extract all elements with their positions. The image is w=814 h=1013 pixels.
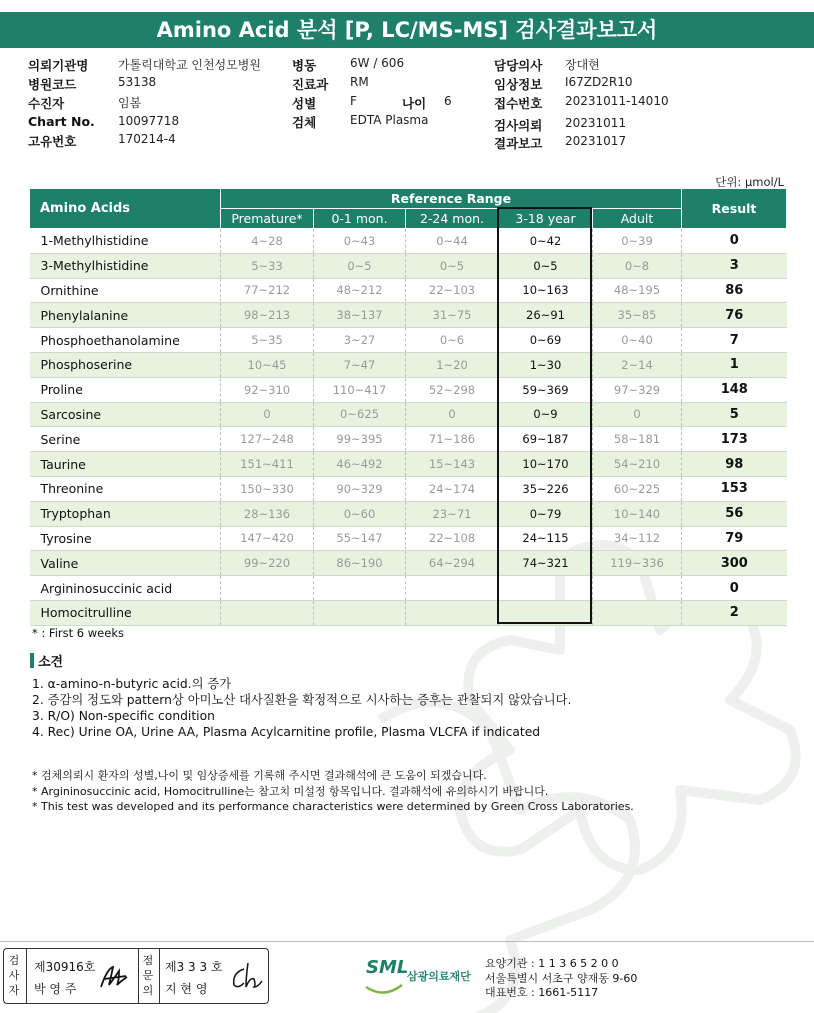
reference-range-cell [221, 600, 314, 625]
inspector-label [7, 953, 21, 998]
report-title: Amino Acid 분석 [P, LC/MS-MS] 검사결과보고서 [0, 12, 814, 48]
reference-range-cell: 119~336 [593, 551, 682, 576]
result-cell: 79 [682, 526, 787, 551]
reference-range-cell: 5~35 [221, 328, 314, 353]
info-value: EDTA Plasma [350, 113, 429, 127]
reference-range-cell: 1~30 [499, 352, 593, 377]
table-row [30, 526, 787, 551]
info-label: 결과보고 [494, 136, 543, 151]
table-row [30, 551, 787, 576]
amino-acid-name: Tryptophan [30, 501, 221, 526]
info-value: 20231017 [565, 134, 627, 148]
info-value: 가톨릭대학교 인천성모병원 [118, 58, 261, 72]
info-label: 담당의사 [494, 58, 543, 73]
reference-range-cell: 151~411 [221, 452, 314, 477]
result-cell: 148 [682, 377, 787, 402]
result-cell: 153 [682, 476, 787, 501]
amino-acid-name: Argininosuccinic acid [30, 576, 221, 601]
table-row [30, 328, 787, 353]
reference-range-cell: 98~213 [221, 303, 314, 328]
reference-range-cell: 110~417 [314, 377, 406, 402]
info-label: 수진자 [28, 96, 65, 111]
reference-range-cell: 48~212 [314, 278, 406, 303]
amino-acid-name: Sarcosine [30, 402, 221, 427]
amino-acid-name: Phenylalanine [30, 303, 221, 328]
note-item: * 검체의뢰시 환자의 성별,나이 및 임상증세를 기록해 주시면 결과해석에 큰 도움이 되겠습니다. [32, 769, 487, 782]
reference-range-cell: 127~248 [221, 427, 314, 452]
reference-range-cell: 0~42 [499, 229, 593, 254]
info-value: 장대현 [565, 58, 600, 72]
reference-range-cell: 10~45 [221, 352, 314, 377]
info-value: F [350, 94, 357, 108]
reviewer-label-char: 점 [142, 954, 154, 967]
reference-range-cell: 0~60 [314, 501, 406, 526]
amino-acid-name: Tyrosine [30, 526, 221, 551]
result-cell: 7 [682, 328, 787, 353]
amino-acid-name: Homocitrulline [30, 600, 221, 625]
info-value: 20231011 [565, 116, 627, 130]
reviewer-name: 지 현 영 [165, 982, 208, 996]
reference-range-cell: 147~420 [221, 526, 314, 551]
reference-range-cell: 59~369 [499, 377, 593, 402]
reference-range-cell: 77~212 [221, 278, 314, 303]
header-result: Result [682, 189, 787, 229]
reference-range-cell: 22~103 [406, 278, 499, 303]
info-label: Chart No. [28, 114, 95, 129]
opinion-item: 4. Rec) Urine OA, Urine AA, Plasma Acylcarnitine profile, Plasma VLCFA if indicated [32, 725, 541, 739]
contact-line: 요양기관 : 1 1 3 6 5 2 0 0 [485, 957, 619, 970]
reference-range-cell: 52~298 [406, 377, 499, 402]
reference-range-cell: 24~115 [499, 526, 593, 551]
reference-range-cell: 150~330 [221, 476, 314, 501]
result-cell: 1 [682, 352, 787, 377]
result-cell: 3 [682, 253, 787, 278]
table-row [30, 377, 787, 402]
reference-range-cell: 4~28 [221, 229, 314, 254]
reference-range-cell: 24~174 [406, 476, 499, 501]
info-label: 성별 [292, 96, 317, 111]
reference-range-cell [314, 600, 406, 625]
reviewer-label-char: 의 [142, 984, 154, 997]
age-label: 나이 [402, 96, 427, 111]
reference-range-cell [499, 600, 593, 625]
reference-range-cell: 10~170 [499, 452, 593, 477]
notes-list [32, 768, 634, 815]
reference-range-cell: 0~8 [593, 253, 682, 278]
reference-range-cell: 0~69 [499, 328, 593, 353]
table-row [30, 352, 787, 377]
reference-range-cell: 69~187 [499, 427, 593, 452]
inspector-label-char: 검 [8, 954, 20, 967]
reference-range-cell: 55~147 [314, 526, 406, 551]
contact-line: 대표번호 : 1661-5117 [485, 986, 599, 999]
patient-info [28, 56, 808, 152]
signature-box [3, 948, 269, 1004]
info-value: 6W / 606 [350, 56, 405, 70]
reference-range-cell: 58~181 [593, 427, 682, 452]
reference-range-cell: 0~79 [499, 501, 593, 526]
reference-range-cell: 99~395 [314, 427, 406, 452]
reference-range-cell: 0~6 [406, 328, 499, 353]
reference-range-cell: 0~625 [314, 402, 406, 427]
table-row [30, 600, 787, 625]
reference-range-cell: 0 [406, 402, 499, 427]
reference-range-cell: 64~294 [406, 551, 499, 576]
header-range-0: Premature* [221, 209, 314, 229]
amino-acid-name: Phosphoethanolamine [30, 328, 221, 353]
amino-acid-name: Taurine [30, 452, 221, 477]
note-item: * This test was developed and its performance characteristics were determined by Green Cross Laboratories. [32, 800, 634, 814]
reference-range-cell: 0~44 [406, 229, 499, 254]
reference-range-cell: 10~140 [593, 501, 682, 526]
reference-range-cell: 5~33 [221, 253, 314, 278]
reference-range-cell [593, 600, 682, 625]
table-row [30, 476, 787, 501]
reviewer-signature-icon [228, 961, 266, 993]
inspector-name: 박 영 주 [34, 982, 77, 996]
unit-label: 단위: μmol/L [715, 175, 784, 189]
info-value: I67ZD2R10 [565, 75, 633, 89]
reference-range-cell [406, 576, 499, 601]
reference-range-cell: 22~108 [406, 526, 499, 551]
amino-acid-name: Ornithine [30, 278, 221, 303]
info-label: 검체 [292, 115, 317, 130]
reference-range-cell: 38~137 [314, 303, 406, 328]
reference-range-cell: 0 [593, 402, 682, 427]
info-label: 고유번호 [28, 134, 77, 149]
reference-range-cell: 15~143 [406, 452, 499, 477]
reference-range-cell: 35~226 [499, 476, 593, 501]
info-value: RM [350, 75, 369, 89]
header-range-3: 3-18 year [499, 209, 593, 229]
amino-acid-name: Proline [30, 377, 221, 402]
divider [138, 949, 139, 1003]
header-range-4: Adult [593, 209, 682, 229]
result-cell: 5 [682, 402, 787, 427]
reference-range-cell: 26~91 [499, 303, 593, 328]
reference-range-cell: 46~492 [314, 452, 406, 477]
contact-line: 서울특별시 서초구 양재동 9-60 [485, 971, 638, 985]
reference-range-cell: 1~20 [406, 352, 499, 377]
reference-range-cell: 0~5 [499, 253, 593, 278]
note-item: * Argininosuccinic acid, Homocitrulline는 참고치 미설정 항목입니다. 결과해석에 유의하시기 바랍니다. [32, 784, 549, 798]
table-row [30, 278, 787, 303]
info-value: 20231011-14010 [565, 94, 669, 108]
reference-range-cell: 74~321 [499, 551, 593, 576]
result-cell: 98 [682, 452, 787, 477]
opinion-list [32, 676, 571, 740]
divider [26, 949, 27, 1003]
info-value: 53138 [118, 75, 157, 89]
reference-range-cell: 99~220 [221, 551, 314, 576]
reference-range-cell: 97~329 [593, 377, 682, 402]
reference-range-cell [593, 576, 682, 601]
header-amino-acids: Amino Acids [30, 189, 221, 229]
reference-range-cell: 0 [221, 402, 314, 427]
opinion-title: 소견 [38, 655, 64, 670]
reference-range-cell [499, 576, 593, 601]
reference-range-cell [314, 576, 406, 601]
result-cell: 173 [682, 427, 787, 452]
amino-acid-table [29, 188, 787, 626]
result-cell: 56 [682, 501, 787, 526]
reviewer-label-char: 문 [142, 969, 154, 982]
reference-range-cell [406, 600, 499, 625]
footer-divider [0, 941, 814, 942]
opinion-item: 3. R/O) Non-specific condition [32, 709, 215, 723]
footnote: * : First 6 weeks [32, 626, 124, 640]
info-label: 병원코드 [28, 77, 77, 92]
table-row [30, 501, 787, 526]
table-row [30, 253, 787, 278]
reference-range-cell: 10~163 [499, 278, 593, 303]
inspector-label-char: 사 [8, 969, 20, 982]
result-cell: 86 [682, 278, 787, 303]
reference-range-cell: 60~225 [593, 476, 682, 501]
amino-acid-name: 1-Methylhistidine [30, 229, 221, 254]
result-cell: 300 [682, 551, 787, 576]
amino-acid-name: 3-Methylhistidine [30, 253, 221, 278]
reference-range-cell: 71~186 [406, 427, 499, 452]
amino-acid-name: Serine [30, 427, 221, 452]
reference-range-cell: 0~43 [314, 229, 406, 254]
divider [159, 949, 160, 1003]
reference-range-cell: 86~190 [314, 551, 406, 576]
inspector-signature-icon [98, 963, 134, 993]
reference-range-cell [221, 576, 314, 601]
reference-range-cell: 92~310 [221, 377, 314, 402]
reference-range-cell: 0~9 [499, 402, 593, 427]
table-row [30, 303, 787, 328]
table-row [30, 452, 787, 477]
info-value: 임봄 [118, 96, 142, 110]
info-label: 임상정보 [494, 77, 543, 92]
reference-range-cell: 34~112 [593, 526, 682, 551]
contact-info [485, 957, 637, 1001]
opinion-item: 1. α-amino-n-butyric acid.의 증가 [32, 677, 232, 691]
age-value: 6 [444, 94, 452, 108]
info-label: 병동 [292, 58, 317, 73]
result-cell: 0 [682, 576, 787, 601]
logo-mark: SML [366, 957, 409, 978]
info-label: 의뢰기관명 [28, 58, 89, 73]
reference-range-cell: 0~40 [593, 328, 682, 353]
header-reference-range: Reference Range [221, 189, 682, 209]
reference-range-cell: 28~136 [221, 501, 314, 526]
inspector-label-char: 자 [8, 984, 20, 997]
inspector-number: 제30916호 [34, 960, 96, 974]
reference-range-cell: 23~71 [406, 501, 499, 526]
reference-range-cell: 2~14 [593, 352, 682, 377]
reference-range-cell: 7~47 [314, 352, 406, 377]
reference-range-cell: 90~329 [314, 476, 406, 501]
reference-range-cell: 31~75 [406, 303, 499, 328]
amino-acid-name: Phosphoserine [30, 352, 221, 377]
opinion-item: 2. 증감의 정도와 pattern상 아미노산 대사질환을 확정적으로 시사하는 증후는 관찰되지 않았습니다. [32, 693, 572, 707]
reference-range-cell: 3~27 [314, 328, 406, 353]
info-label: 접수번호 [494, 96, 543, 111]
reference-range-cell: 48~195 [593, 278, 682, 303]
result-cell: 76 [682, 303, 787, 328]
table-row [30, 427, 787, 452]
reference-range-cell: 0~39 [593, 229, 682, 254]
table-row [30, 402, 787, 427]
table-row [30, 576, 787, 601]
reference-range-cell: 54~210 [593, 452, 682, 477]
opinion-heading [30, 651, 63, 670]
result-cell: 0 [682, 229, 787, 254]
info-label: 진료과 [292, 77, 329, 92]
reference-range-cell: 0~5 [314, 253, 406, 278]
header-range-1: 0-1 mon. [314, 209, 406, 229]
reference-range-cell: 35~85 [593, 303, 682, 328]
section-marker [30, 653, 34, 668]
info-value: 10097718 [118, 114, 180, 128]
amino-acid-name: Threonine [30, 476, 221, 501]
logo-org: 삼광의료재단 [407, 970, 471, 983]
reviewer-label [141, 953, 155, 998]
reviewer-number: 제3 3 3 호 [165, 960, 223, 974]
amino-acid-name: Valine [30, 551, 221, 576]
reference-range-cell: 0~5 [406, 253, 499, 278]
info-value: 170214-4 [118, 132, 176, 146]
table-row [30, 229, 787, 254]
header-range-2: 2-24 mon. [406, 209, 499, 229]
info-label: 검사의뢰 [494, 118, 543, 133]
result-cell: 2 [682, 600, 787, 625]
